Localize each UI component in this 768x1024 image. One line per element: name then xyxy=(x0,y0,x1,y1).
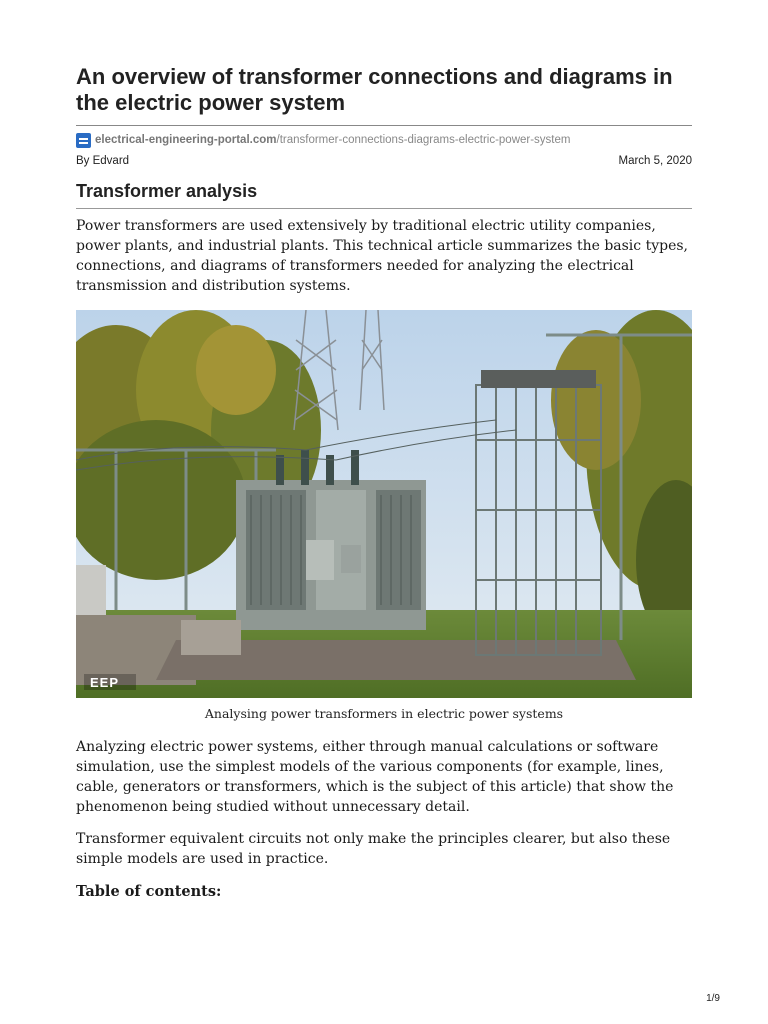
article xyxy=(76,64,692,900)
substation-photo xyxy=(76,310,692,698)
source-path[interactable]: /transformer-connections-diagrams-electric-power-system xyxy=(276,134,571,146)
author: By Edvard xyxy=(76,155,130,167)
analysis-paragraph: Analyzing electric power systems, either through manual calculations or software simulation, use the simplest models of the various components (for example, lines, cable, generators or transformers, which is the subject of this article) that show the phenomenon being studied without unnecessary detail. xyxy=(76,739,674,815)
section-heading: Transformer analysis xyxy=(76,181,258,201)
title-divider xyxy=(76,125,692,126)
eep-logo: EEP xyxy=(90,675,120,690)
source-domain[interactable]: electrical-engineering-portal.com xyxy=(95,134,277,146)
section-divider xyxy=(76,208,692,209)
link-page-icon xyxy=(76,133,91,148)
byline xyxy=(76,155,692,167)
substation-illustration xyxy=(76,310,692,698)
source-link[interactable] xyxy=(76,131,692,149)
intro-paragraph: Power transformers are used extensively by traditional electric utility companies, power plants, and industrial plants. This technical article summarizes the basic types, connections, and diagrams of transformers needed for analyzing the electrical transmission and distribution systems. xyxy=(76,218,688,294)
toc-heading: Table of contents: xyxy=(76,883,222,900)
publish-date: March 5, 2020 xyxy=(618,155,692,167)
article-title: An overview of transformer connections and diagrams in the electric power system xyxy=(76,64,673,115)
figure-caption: Analysing power transformers in electric power systems xyxy=(204,706,564,721)
equivalent-circuits-paragraph: Transformer equivalent circuits not only make the principles clearer, but also these simple models are used in practice. xyxy=(76,831,671,867)
page-number: 1/9 xyxy=(706,993,720,1004)
